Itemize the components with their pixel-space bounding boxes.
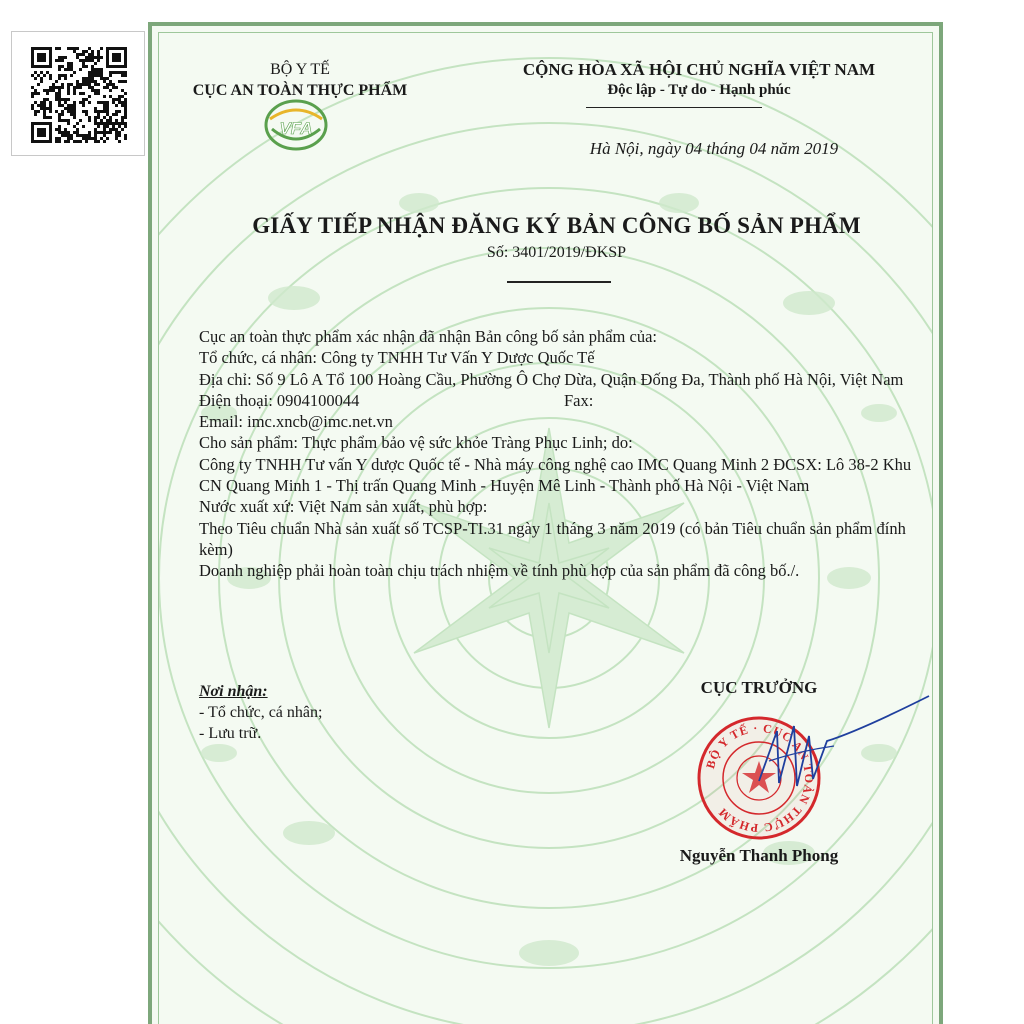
national-header	[454, 59, 933, 101]
origin-line: Nước xuất xứ: Việt Nam sản xuất, phù hợp:	[199, 497, 488, 517]
phone-text: Điện thoại: 0904100044	[199, 390, 360, 410]
signer-name: Nguyễn Thanh Phong	[679, 846, 839, 865]
title-divider	[507, 281, 611, 283]
address-line: Địa chỉ: Số 9 Lô A Tổ 100 Hoàng Cầu, Phường Ô Chợ Dừa, Quận Đống Đa, Thành phố Hà Nội, Việt Nam	[199, 369, 904, 389]
product-line: Cho sản phẩm: Thực phẩm bảo vệ sức khỏe Tràng Phục Linh; do:	[199, 433, 633, 453]
recipient-item: - Tổ chức, cá nhân;	[199, 704, 323, 721]
logo-text: VFA	[279, 119, 313, 138]
document-title: GIẤY TIẾP NHẬN ĐĂNG KÝ BẢN CÔNG BỐ SẢN PHẨM	[252, 213, 861, 238]
email-line: Email: imc.xncb@imc.net.vn	[199, 412, 393, 432]
vfa-logo-icon	[262, 93, 330, 153]
document-number: Số: 3401/2019/ĐKSP	[486, 244, 627, 261]
manufacturer-line: Công ty TNHH Tư vấn Y dược Quốc tế - Nhà máy công nghệ cao IMC Quang Minh 2 ĐCSX: Lô 38-2 Khu CN Quang Minh 1 - Thị trấn Quang Minh - Huyện Mê Linh - Thành phố Hà Nội - Việt Nam	[199, 454, 912, 496]
ministry-name: BỘ Y TẾ	[270, 61, 330, 78]
contact-line	[199, 390, 919, 411]
responsibility-line: Doanh nghiệp phải hoàn toàn chịu trách nhiệm về tính phù hợp của sản phẩm đã công bố./.	[199, 561, 800, 581]
fax-text: Fax:	[564, 390, 594, 410]
certificate-frame	[158, 32, 933, 1024]
signer-title: CỤC TRƯỞNG	[700, 678, 818, 697]
recipient-item: - Lưu trữ.	[199, 725, 262, 742]
recipients-block	[199, 681, 499, 744]
issue-date: Hà Nội, ngày 04 tháng 04 năm 2019	[589, 139, 839, 158]
certificate-body	[199, 326, 919, 582]
qr-code-icon	[31, 47, 127, 143]
qr-code-panel	[11, 31, 145, 156]
agency-name: CỤC AN TOÀN THỰC PHẨM	[192, 82, 408, 99]
certificate-document	[148, 22, 943, 1024]
handwritten-signature-icon	[739, 691, 933, 811]
nation-title: CỘNG HÒA XÃ HỘI CHỦ NGHĨA VIỆT NAM	[522, 60, 876, 79]
national-motto: Độc lập - Tự do - Hạnh phúc	[607, 82, 791, 98]
svg-text:BỘ Y TẾ · CỤC AN TOÀN THỰC PHẨ: BỘ Y TẾ · CỤC AN TOÀN THỰC PHẨM	[703, 720, 817, 836]
motto-divider	[586, 107, 762, 108]
organization-line: Tổ chức, cá nhân: Công ty TNHH Tư Vấn Y Dược Quốc Tế	[199, 348, 595, 368]
intro-line: Cục an toàn thực phẩm xác nhận đã nhận Bản công bố sản phẩm của:	[199, 327, 657, 346]
recipients-label: Nơi nhận:	[199, 683, 268, 700]
standard-line: Theo Tiêu chuẩn Nhà sản xuất số TCSP-TI.31 ngày 1 tháng 3 năm 2019 (có bản Tiêu chuẩn sản phẩm đính kèm)	[199, 518, 906, 559]
